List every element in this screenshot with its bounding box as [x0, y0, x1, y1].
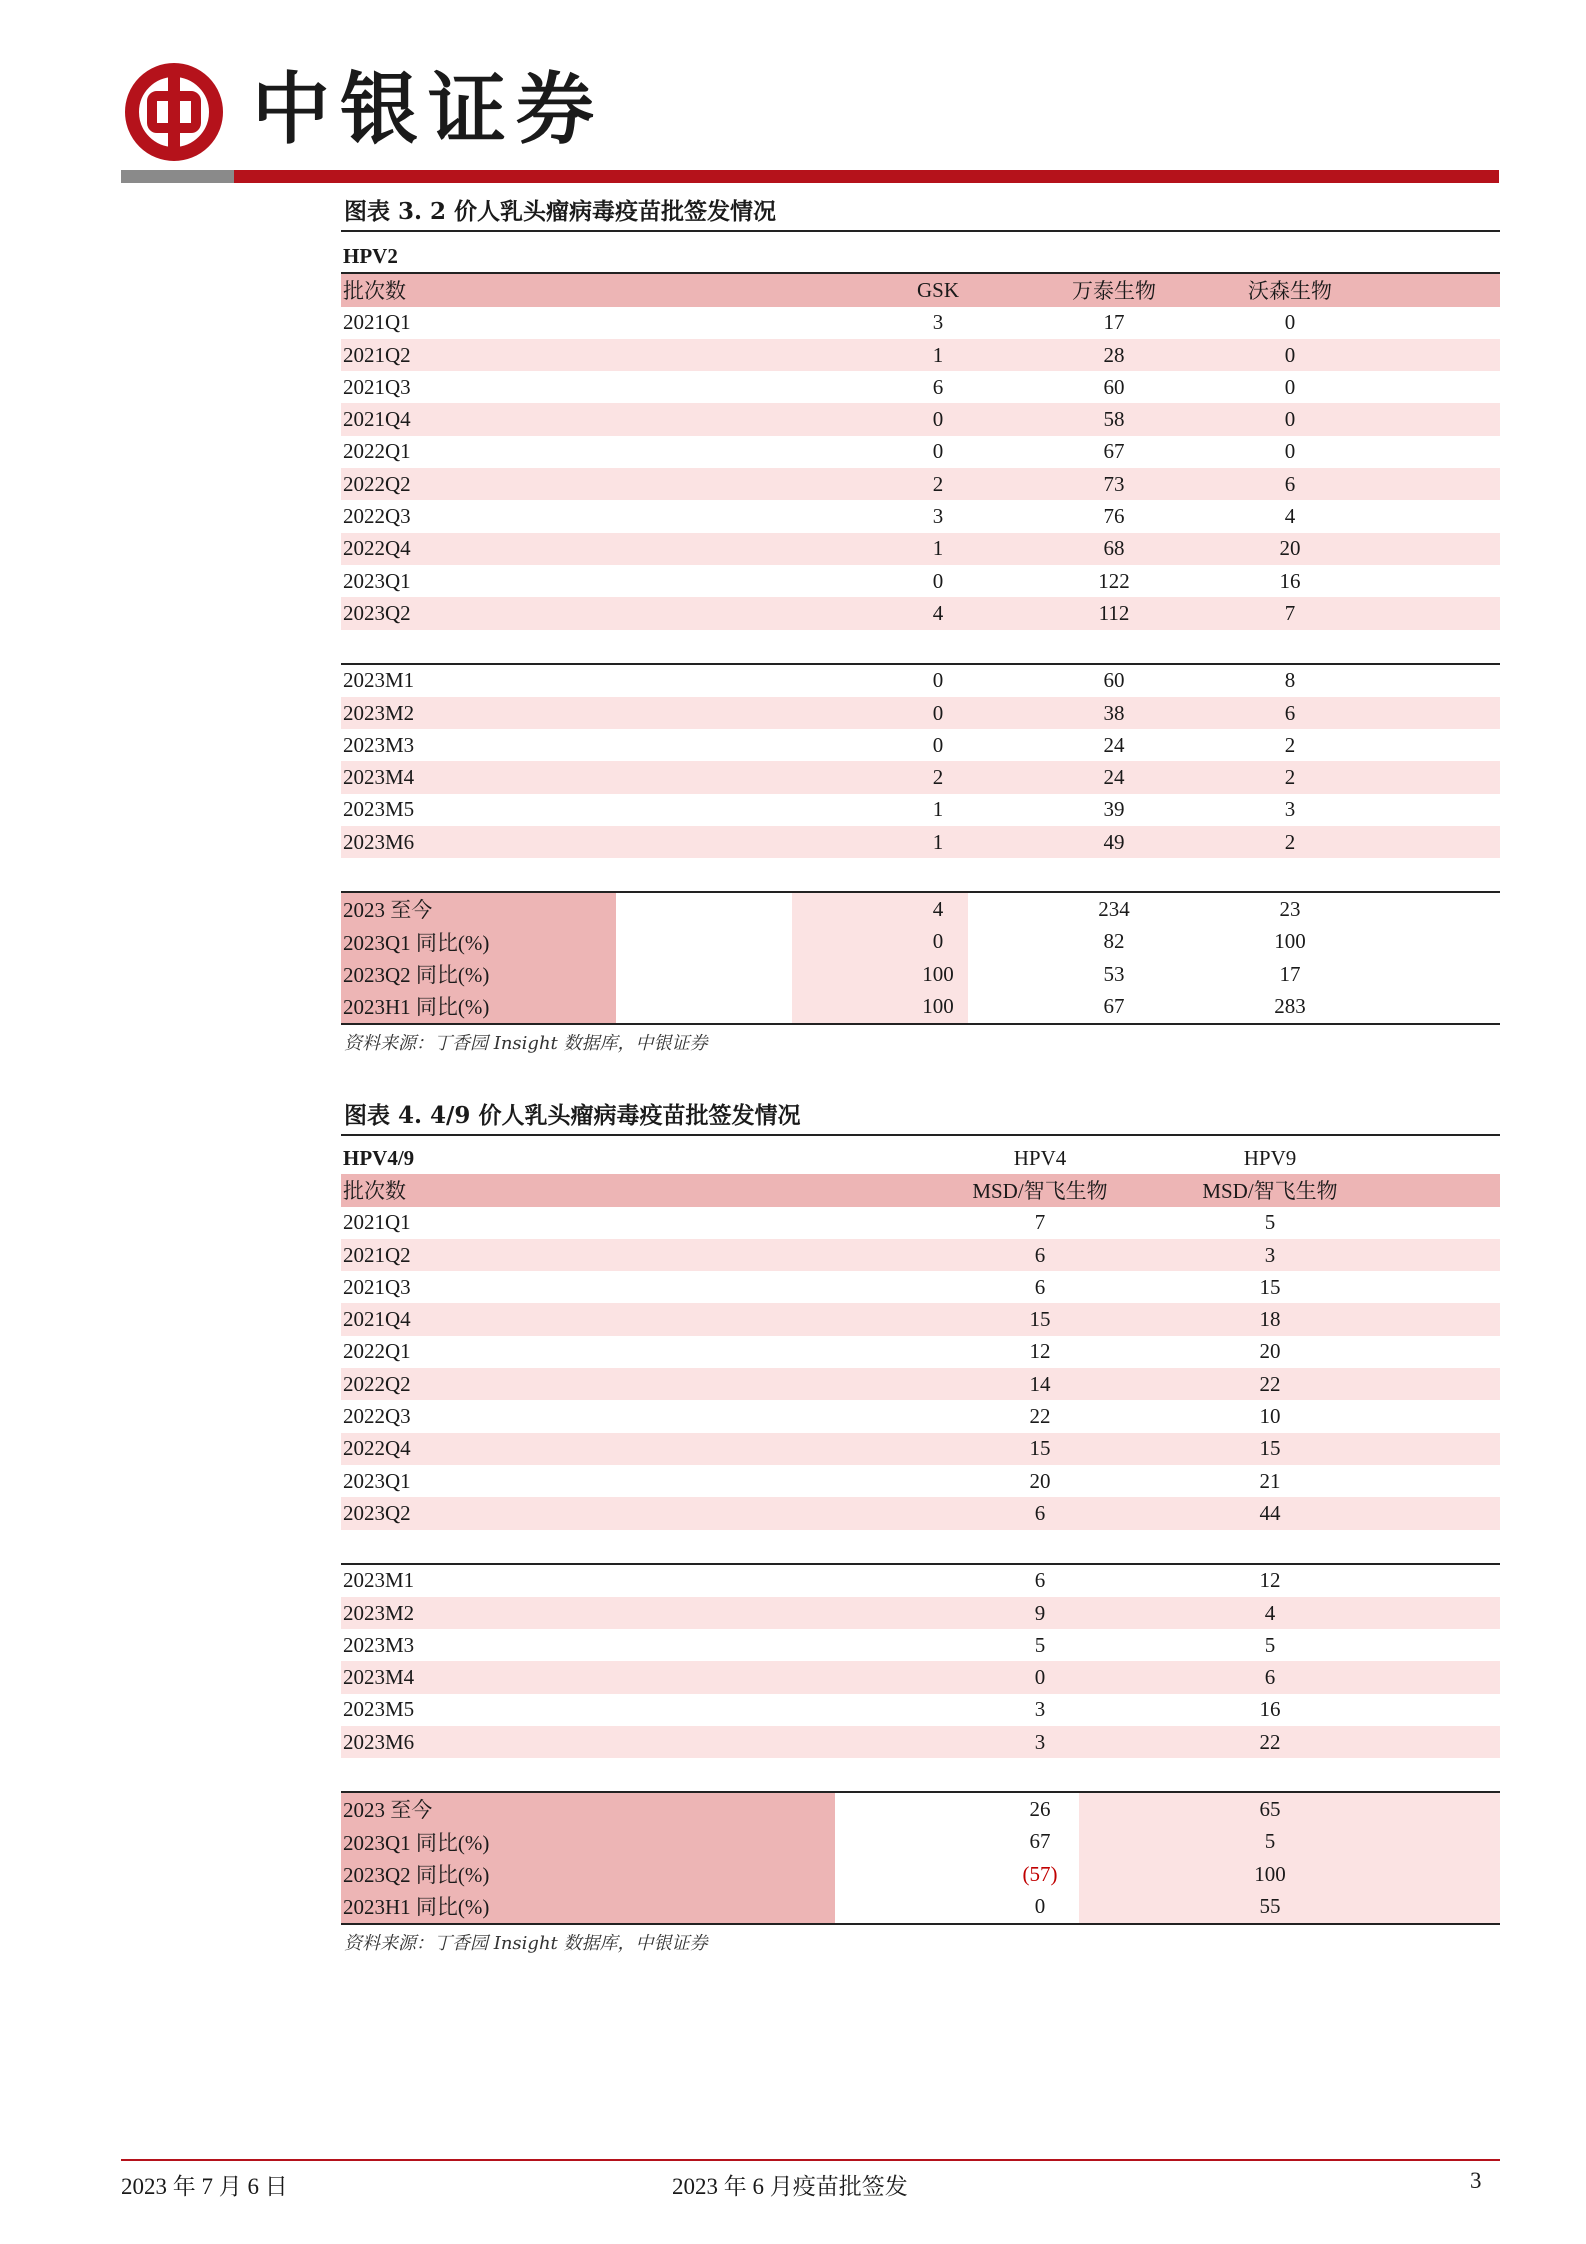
- table-row: [341, 500, 1500, 532]
- table-cell: 2021Q1: [343, 310, 411, 335]
- table-row: [341, 339, 1500, 371]
- table-row: [341, 1433, 1500, 1465]
- table-cell: 2023M1: [343, 1568, 415, 1593]
- table-cell: 0: [1034, 1893, 1046, 1918]
- table-cell: 0: [932, 668, 944, 693]
- table-row: [341, 1629, 1500, 1661]
- summary-row: [341, 1890, 1500, 1922]
- table-cell: 7: [1284, 600, 1296, 625]
- table-cell: 2022Q3: [343, 1404, 411, 1429]
- table-cell: 10: [1259, 1404, 1281, 1429]
- table-cell: 9: [1034, 1600, 1046, 1625]
- table-cell: 16: [1259, 1697, 1281, 1722]
- table-cell: MSD/智飞生物: [972, 1179, 1108, 1204]
- table-cell: 15: [1259, 1274, 1281, 1299]
- footer-rule: [121, 2159, 1500, 2161]
- table-cell: 4: [1284, 504, 1296, 529]
- table-cell: 76: [1103, 504, 1125, 529]
- table-cell: 2023Q1 同比(%): [343, 930, 490, 955]
- table-cell: 6: [1284, 471, 1296, 496]
- table-cell: 2023M5: [343, 797, 415, 822]
- table-cell: 20: [1029, 1468, 1051, 1493]
- summary-cell-bg: [616, 926, 792, 958]
- table-cell: 17: [1279, 961, 1301, 986]
- table-cell: GSK: [916, 277, 959, 302]
- table-cell: 0: [1284, 342, 1296, 367]
- table-cell: 4: [932, 896, 944, 921]
- table-row: [341, 697, 1500, 729]
- table-row: [341, 597, 1500, 629]
- hpv2-table: [341, 240, 1500, 1025]
- table-cell: 万泰生物: [1072, 279, 1156, 304]
- table-row: [341, 729, 1500, 761]
- table-cell: 2: [932, 471, 944, 496]
- table-row: [341, 436, 1500, 468]
- table-cell: 38: [1103, 700, 1125, 725]
- table-row: [341, 533, 1500, 565]
- table-cell: 2023M6: [343, 1729, 415, 1754]
- summary-cell-bg: [616, 990, 792, 1022]
- table-cell: 6: [1034, 1568, 1046, 1593]
- table-cell: 2021Q3: [343, 1274, 411, 1299]
- footer-date: 2023 年 7 月 6 日: [121, 2174, 288, 2199]
- table-row: [341, 1694, 1500, 1726]
- table-cell: 3: [1034, 1697, 1046, 1722]
- table-cell: 14: [1029, 1371, 1051, 1396]
- table-cell: 5: [1264, 1829, 1276, 1854]
- table-cell: 44: [1259, 1500, 1281, 1525]
- table-cell: 2022Q4: [343, 1436, 411, 1461]
- table-row: [341, 1497, 1500, 1529]
- table-cell: 2: [1284, 765, 1296, 790]
- table-cell: 3: [932, 310, 944, 335]
- table-row: [341, 565, 1500, 597]
- table-cell: 26: [1029, 1796, 1051, 1821]
- table-cell: 22: [1029, 1404, 1051, 1429]
- summary-row: [341, 1793, 1500, 1825]
- table-rule: [341, 1923, 1500, 1925]
- table-cell: 1: [932, 536, 944, 561]
- summary-row: [341, 926, 1500, 958]
- table-cell: 2023 至今: [343, 898, 433, 923]
- table-cell: 20: [1279, 536, 1301, 561]
- table-row: [341, 761, 1500, 793]
- table-cell: 49: [1103, 829, 1125, 854]
- table-cell: 60: [1103, 374, 1125, 399]
- table-cell: 17: [1103, 310, 1125, 335]
- table-cell: 55: [1259, 1893, 1281, 1918]
- table-cell: 0: [932, 700, 944, 725]
- table-row: [341, 1661, 1500, 1693]
- summary-row: [341, 1858, 1500, 1890]
- table-cell: 28: [1103, 342, 1125, 367]
- table-cell: 0: [1034, 1665, 1046, 1690]
- summary-row: [341, 1826, 1500, 1858]
- table-cell: 0: [1284, 310, 1296, 335]
- table-cell: 20: [1259, 1339, 1281, 1364]
- table-row: [341, 1597, 1500, 1629]
- table-cell: 100: [922, 961, 954, 986]
- table-cell: 0: [932, 568, 944, 593]
- table-cell: 3: [932, 504, 944, 529]
- table-cell: 2022Q4: [343, 536, 411, 561]
- table-cell: 5: [1264, 1632, 1276, 1657]
- table-cell: 7: [1034, 1210, 1046, 1235]
- table-gap: [341, 858, 1500, 891]
- section-header-row: [341, 240, 1500, 272]
- table-cell: 65: [1259, 1796, 1281, 1821]
- table-row: [341, 794, 1500, 826]
- table-cell: 2023Q2 同比(%): [343, 1863, 490, 1888]
- table-cell: 3: [1034, 1729, 1046, 1754]
- table-cell: 1: [932, 797, 944, 822]
- table-cell: 0: [1284, 407, 1296, 432]
- table-cell: 2023Q1 同比(%): [343, 1830, 490, 1855]
- table-cell: 6: [1034, 1242, 1046, 1267]
- figure-4-title: 图表 4. 4/9 价人乳头瘤病毒疫苗批签发情况: [344, 1102, 801, 1129]
- table-cell: 2023Q2: [343, 1500, 411, 1525]
- table-cell: 2: [932, 765, 944, 790]
- summary-row: [341, 990, 1500, 1022]
- table-rule: [341, 1023, 1500, 1025]
- table-cell: 58: [1103, 407, 1125, 432]
- table-cell: 2: [1284, 732, 1296, 757]
- table-cell: 67: [1103, 439, 1125, 464]
- header-bar-gray: [121, 170, 234, 183]
- footer-title: 2023 年 6 月疫苗批签发: [672, 2174, 908, 2199]
- table-row: [341, 1465, 1500, 1497]
- figure-4-top-rule: [341, 1134, 1500, 1136]
- table-cell: 5: [1034, 1632, 1046, 1657]
- table-cell: 67: [1029, 1829, 1051, 1854]
- table-cell: 6: [1284, 700, 1296, 725]
- figure-4-source: 资料来源：丁香园 Insight 数据库，中银证券: [344, 1932, 708, 1954]
- table-cell: 2023M5: [343, 1697, 415, 1722]
- table-cell: 批次数: [343, 1179, 406, 1204]
- table-gap: [341, 1758, 1500, 1791]
- table-cell: 2023M6: [343, 829, 415, 854]
- table-cell: 100: [1274, 929, 1306, 954]
- table-cell: 0: [932, 732, 944, 757]
- table-cell: 283: [1274, 993, 1306, 1018]
- table-row: [341, 665, 1500, 697]
- table-cell: 2023 至今: [343, 1798, 433, 1823]
- table-cell: MSD/智飞生物: [1202, 1179, 1338, 1204]
- table-cell: HPV2: [343, 243, 398, 268]
- table-cell: HPV9: [1243, 1145, 1297, 1170]
- table-cell: 6: [932, 374, 944, 399]
- hpv49-table: [341, 1142, 1500, 1925]
- table-cell: 2: [1284, 829, 1296, 854]
- table-cell: 5: [1264, 1210, 1276, 1235]
- table-cell: 0: [1284, 374, 1296, 399]
- table-cell: 68: [1103, 536, 1125, 561]
- table-gap: [341, 1530, 1500, 1563]
- table-cell: 0: [1284, 439, 1296, 464]
- table-row: [341, 307, 1500, 339]
- table-cell: 100: [1254, 1861, 1286, 1886]
- table-row: [341, 403, 1500, 435]
- table-cell: 沃森生物: [1248, 279, 1332, 304]
- table-cell: 12: [1259, 1568, 1281, 1593]
- table-cell: 67: [1103, 993, 1125, 1018]
- table-cell: 112: [1098, 600, 1130, 625]
- table-cell: 1: [932, 829, 944, 854]
- table-gap: [341, 630, 1500, 663]
- table-row: [341, 826, 1500, 858]
- table-cell: 3: [1264, 1242, 1276, 1267]
- table-cell: 12: [1029, 1339, 1051, 1364]
- table-cell: 6: [1034, 1274, 1046, 1299]
- table-cell: 100: [922, 993, 954, 1018]
- table-cell: 2023Q2: [343, 600, 411, 625]
- table-cell: 2021Q4: [343, 1307, 411, 1332]
- table-cell: 82: [1103, 929, 1125, 954]
- table-cell: 2023Q2 同比(%): [343, 963, 490, 988]
- table-cell: 3: [1284, 797, 1296, 822]
- summary-cell-bg: [616, 893, 792, 925]
- table-cell: 22: [1259, 1371, 1281, 1396]
- table-cell: HPV4: [1013, 1145, 1067, 1170]
- column-header-row: [341, 1174, 1500, 1206]
- table-cell: 4: [932, 600, 944, 625]
- page-number: 3: [1470, 2168, 1482, 2193]
- table-cell: 73: [1103, 471, 1125, 496]
- table-cell: 2022Q2: [343, 1371, 411, 1396]
- table-cell: 24: [1103, 732, 1125, 757]
- table-row: [341, 1207, 1500, 1239]
- table-cell: 1: [932, 342, 944, 367]
- table-cell: 24: [1103, 765, 1125, 790]
- table-cell: 2023M1: [343, 668, 415, 693]
- table-cell: 6: [1034, 1500, 1046, 1525]
- header-bar-red: [234, 170, 1499, 183]
- table-cell: 16: [1279, 568, 1301, 593]
- table-cell: 2023M2: [343, 1600, 415, 1625]
- table-cell: 60: [1103, 668, 1125, 693]
- bank-of-china-logo: [124, 62, 224, 162]
- column-header-row: [341, 274, 1500, 306]
- summary-row: [341, 893, 1500, 925]
- figure-3-top-rule: [341, 230, 1500, 232]
- table-cell: 21: [1259, 1468, 1281, 1493]
- table-cell: 2023H1 同比(%): [343, 1895, 490, 1920]
- table-cell: 39: [1103, 797, 1125, 822]
- table-cell: 15: [1259, 1436, 1281, 1461]
- table-row: [341, 1368, 1500, 1400]
- table-cell: 0: [932, 929, 944, 954]
- table-cell: 6: [1264, 1665, 1276, 1690]
- summary-row: [341, 958, 1500, 990]
- table-cell: HPV4/9: [343, 1145, 415, 1170]
- table-cell: 2022Q1: [343, 439, 411, 464]
- table-cell: 53: [1103, 961, 1125, 986]
- table-cell: 2021Q2: [343, 342, 411, 367]
- table-cell: 2023M3: [343, 732, 415, 757]
- table-cell: 2023M3: [343, 1632, 415, 1657]
- table-cell: 2022Q2: [343, 471, 411, 496]
- figure-3-source: 资料来源：丁香园 Insight 数据库，中银证券: [344, 1032, 708, 1054]
- table-cell: 2021Q4: [343, 407, 411, 432]
- table-row: [341, 1336, 1500, 1368]
- table-cell: 122: [1098, 568, 1130, 593]
- table-row: [341, 1239, 1500, 1271]
- table-cell: 2023M2: [343, 700, 415, 725]
- table-cell: 0: [932, 439, 944, 464]
- table-row: [341, 371, 1500, 403]
- table-cell: 234: [1098, 896, 1130, 921]
- section-header-row: [341, 1142, 1500, 1174]
- table-row: [341, 1400, 1500, 1432]
- table-cell: 2023H1 同比(%): [343, 995, 490, 1020]
- table-cell: 23: [1279, 896, 1301, 921]
- summary-cell-bg: [616, 958, 792, 990]
- table-cell: 2021Q3: [343, 374, 411, 399]
- table-row: [341, 468, 1500, 500]
- table-row: [341, 1726, 1500, 1758]
- table-row: [341, 1271, 1500, 1303]
- table-cell: 4: [1264, 1600, 1276, 1625]
- table-cell: 2022Q3: [343, 504, 411, 529]
- table-row: [341, 1565, 1500, 1597]
- brand-name: 中银证券: [252, 64, 605, 155]
- table-cell: 2022Q1: [343, 1339, 411, 1364]
- table-cell: 0: [932, 407, 944, 432]
- table-cell: 15: [1029, 1436, 1051, 1461]
- table-cell: 15: [1029, 1307, 1051, 1332]
- table-cell: (57): [1022, 1861, 1058, 1886]
- table-cell: 22: [1259, 1729, 1281, 1754]
- table-cell: 2023M4: [343, 765, 415, 790]
- table-cell: 8: [1284, 668, 1296, 693]
- table-cell: 2023Q1: [343, 1468, 411, 1493]
- table-cell: 2021Q1: [343, 1210, 411, 1235]
- figure-3-title: 图表 3. 2 价人乳头瘤病毒疫苗批签发情况: [344, 198, 777, 225]
- table-row: [341, 1303, 1500, 1335]
- table-cell: 批次数: [343, 279, 406, 304]
- table-cell: 18: [1259, 1307, 1281, 1332]
- table-cell: 2023Q1: [343, 568, 411, 593]
- table-cell: 2023M4: [343, 1665, 415, 1690]
- table-cell: 2021Q2: [343, 1242, 411, 1267]
